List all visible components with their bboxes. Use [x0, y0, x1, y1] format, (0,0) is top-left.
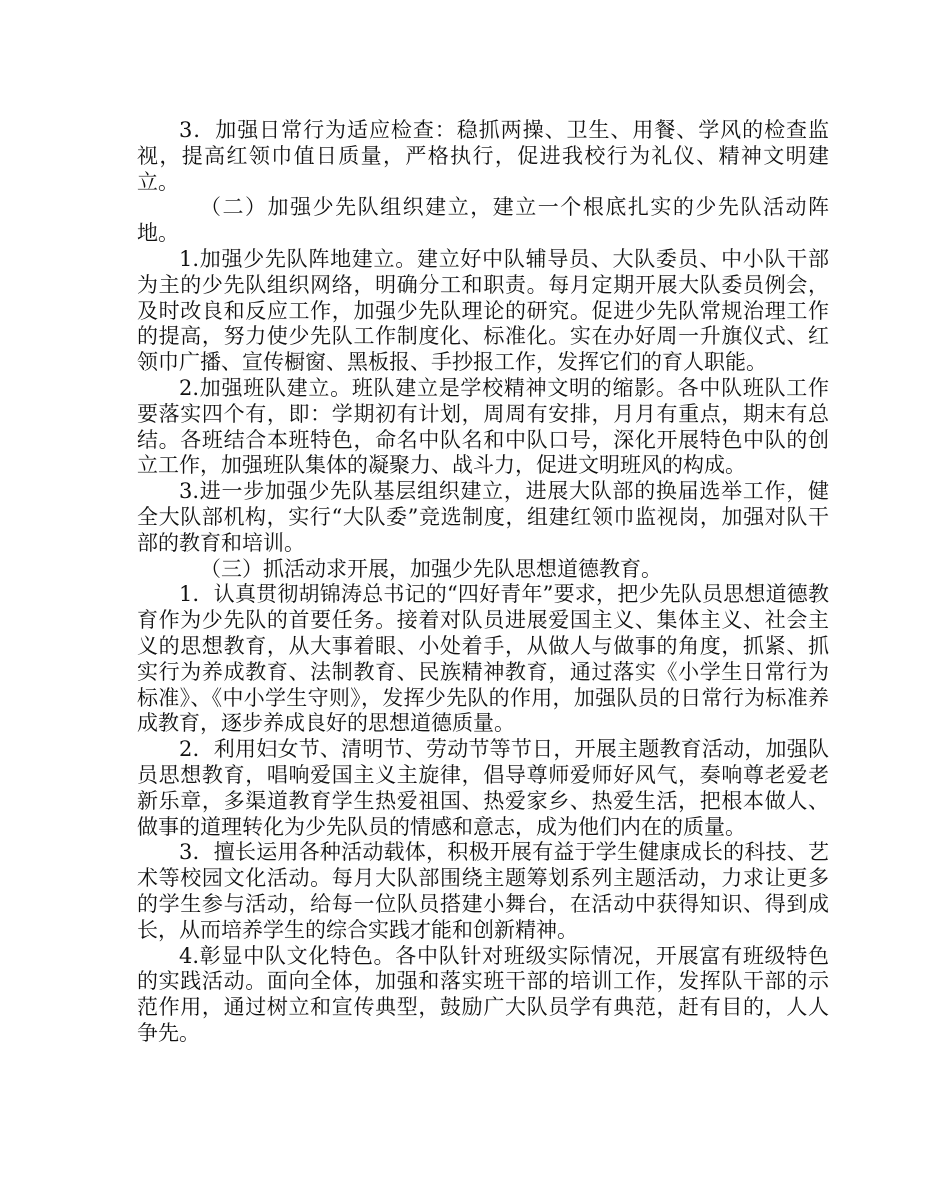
- paragraph-daily-behavior-check: 3．加强日常行为适应检查：稳抓两操、卫生、用餐、学风的检查监视，提高红领巾值日质量，严格执行，促进我校行为礼仪、精神文明建立。: [137, 118, 829, 194]
- section-heading-3: （三）抓活动求开展，加强少先队思想道德教育。: [200, 556, 662, 581]
- paragraph-grassroots-organization: 3.进一步加强少先队基层组织建立，进展大队部的换届选举工作，健全大队部机构，实行“大队委”竞选制度，组建红领巾监视岗，加强对队干部的教育和培训。: [137, 479, 829, 555]
- paragraph-position-building: 1.加强少先队阵地建立。建立好中队辅导员、大队委员、中小队干部为主的少先队组织网络，明确分工和职责。每月定期开展大队委员例会，及时改良和反应工作，加强少先队理论的研究。促进少先队常规治理工作的提高，努力使少先队工作制度化、标准化。实在办好周一升旗仪式、红领巾广播、宣传橱窗、黑板报、手抄报工作，发挥它们的育人职能。: [137, 246, 829, 375]
- section-heading-2: （二）加强少先队组织建立，建立一个根底扎实的少先队活动阵地。: [137, 195, 829, 246]
- paragraph-class-team-building: 2.加强班队建立。班队建立是学校精神文明的缩影。各中队班队工作要落实四个有，即：学期初有计划，周周有安排，月月有重点，期末有总结。各班结合本班特色，命名中队名和中队口号，深化开展特色中队的创立工作，加强班队集体的凝聚力、战斗力，促进文明班风的构成。: [137, 375, 829, 478]
- paragraph-campus-culture: 3．擅长运用各种活动载体，积极开展有益于学生健康成长的科技、艺术等校园文化活动。每月大队部围绕主题筹划系列主题活动，力求让更多的学生参与活动，给每一位队员搭建小舞台，在活动中获得知识、得到成长，从而培养学生的综合实践才能和创新精神。: [137, 840, 829, 942]
- paragraph-squad-culture: 4.彰显中队文化特色。各中队针对班级实际情况，开展富有班级特色的实践活动。面向全体，加强和落实班干部的培训工作，发挥队干部的示范作用，通过树立和宣传典型，鼓励广大队员学有典范，赶有目的，人人争先。: [137, 943, 829, 1045]
- paragraph-festival-activities: 2．利用妇女节、清明节、劳动节等节日，开展主题教育活动，加强队员思想教育，唱响爱国主义主旋律，倡导尊师爱师好风气，奏响尊老爱老新乐章，多渠道教育学生热爱祖国、热爱家乡、热爱生活，把根本做人、做事的道理转化为少先队员的情感和意志，成为他们内在的质量。: [137, 737, 829, 839]
- paragraph-moral-education: 1．认真贯彻胡锦涛总书记的“四好青年”要求，把少先队员思想道德教育作为少先队的首要任务。接着对队员进展爱国主义、集体主义、社会主义的思想教育，从大事着眼、小处着手，从做人与做事的角度，抓紧、抓实行为养成教育、法制教育、民族精神教育，通过落实《小学生日常行为标准》、《中小学生守则》，发挥少先队的作用，加强队员的日常行为标准养成教育，逐步养成良好的思想道德质量。: [137, 582, 829, 736]
- document-body: [137, 118, 829, 1047]
